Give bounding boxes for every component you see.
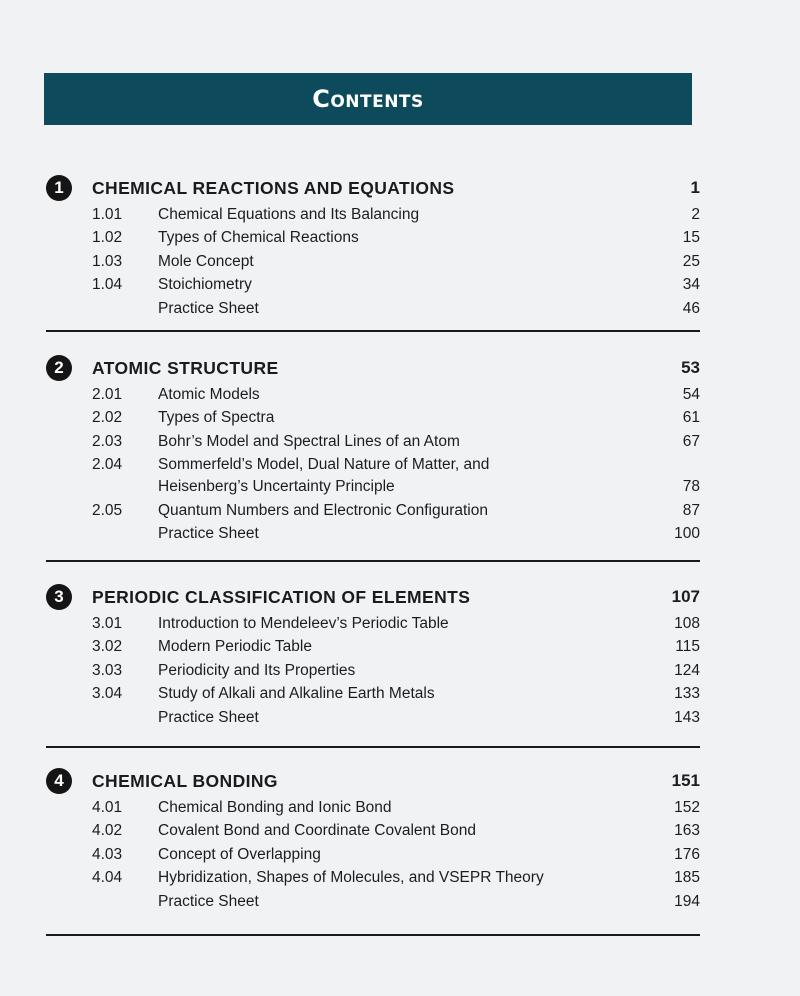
toc-entry[interactable]: [46, 454, 700, 498]
section-page: 115: [675, 638, 700, 655]
toc-entry[interactable]: [46, 844, 700, 866]
chapter-3: [46, 583, 700, 729]
section-title: Sommerfeld’s Model, Dual Nature of Matter, and Heisenberg’s Uncertainty Principle: [158, 456, 490, 495]
section-page: 124: [674, 661, 700, 679]
section-title: Bohr’s Model and Spectral Lines of an Atom: [158, 432, 460, 450]
chapter-page: 107: [671, 587, 700, 606]
toc-entry[interactable]: [46, 384, 700, 406]
section-page: 2: [691, 205, 700, 223]
section-title: Practice Sheet: [158, 708, 259, 726]
section-number: 1.03: [92, 252, 123, 270]
chapter-page: 53: [681, 358, 700, 377]
section-title: Modern Periodic Table: [158, 638, 312, 655]
section-title: Concept of Overlapping: [158, 845, 321, 863]
section-title: Stoichiometry: [158, 276, 252, 293]
toc-entry[interactable]: [46, 683, 700, 705]
chapter-page: 151: [671, 771, 700, 790]
section-number: 3.01: [92, 614, 123, 632]
toc-entry[interactable]: [46, 867, 700, 889]
section-title: Quantum Numbers and Electronic Configuration: [158, 501, 488, 519]
chapter-title: CHEMICAL BONDING: [92, 770, 278, 791]
section-title: Types of Chemical Reactions: [158, 229, 359, 246]
section-page: 34: [682, 276, 700, 293]
chapter-number-badge: 3: [46, 584, 72, 610]
section-number: 4.04: [92, 869, 123, 886]
chapter-title: CHEMICAL REACTIONS AND EQUATIONS: [92, 177, 455, 198]
section-title: Practice Sheet: [158, 892, 259, 910]
section-title: Chemical Bonding and Ionic Bond: [158, 798, 392, 816]
chapter-1: [46, 174, 700, 320]
toc-entry-practice-sheet[interactable]: [46, 707, 700, 729]
chapter-number-badge: 2: [46, 355, 72, 381]
section-page: 108: [674, 614, 700, 632]
chapter-number-badge: 4: [46, 768, 72, 794]
toc-entry[interactable]: [46, 500, 700, 522]
toc-entry[interactable]: [46, 407, 700, 429]
chapter-4: [46, 767, 700, 913]
section-number: 4.03: [92, 845, 123, 863]
section-title: Atomic Models: [158, 385, 260, 403]
toc-entry[interactable]: [46, 660, 700, 682]
chapter-2: [46, 354, 700, 545]
section-title: Practice Sheet: [158, 299, 259, 317]
section-title: Chemical Equations and Its Balancing: [158, 205, 420, 223]
divider: [46, 330, 700, 332]
toc-entry[interactable]: [46, 820, 700, 842]
section-number: 2.05: [92, 501, 123, 519]
page-title: Contents: [312, 85, 424, 113]
section-page: 78: [682, 478, 700, 495]
section-number: 2.02: [92, 409, 123, 426]
divider: [46, 560, 700, 562]
chapter-heading[interactable]: [46, 583, 700, 611]
toc-entry[interactable]: [46, 274, 700, 296]
toc-entry-practice-sheet[interactable]: [46, 523, 700, 545]
section-page: 87: [682, 501, 700, 519]
section-title: Introduction to Mendeleev’s Periodic Table: [158, 614, 449, 632]
chapter-title: ATOMIC STRUCTURE: [92, 357, 279, 378]
section-number: 3.02: [92, 638, 123, 655]
toc-entry[interactable]: [46, 204, 700, 226]
section-page: 46: [682, 299, 700, 317]
section-page: 25: [682, 252, 700, 270]
section-title: Hybridization, Shapes of Molecules, and VSEPR Theory: [158, 869, 544, 886]
chapter-number-badge: 1: [46, 175, 72, 201]
chapter-heading[interactable]: [46, 174, 700, 202]
section-number: 1.01: [92, 205, 123, 223]
section-page: 163: [674, 822, 700, 839]
chapter-page: 1: [690, 178, 700, 197]
chapter-heading[interactable]: [46, 767, 700, 795]
section-page: 15: [682, 229, 700, 246]
section-title: Periodicity and Its Properties: [158, 661, 356, 679]
section-page: 152: [674, 798, 700, 816]
section-number: 4.02: [92, 822, 123, 839]
chapter-title: PERIODIC CLASSIFICATION OF ELEMENTS: [92, 586, 471, 607]
section-page: 61: [682, 409, 700, 426]
section-number: 1.04: [92, 276, 123, 293]
toc-entry[interactable]: [46, 227, 700, 249]
section-number: 3.03: [92, 661, 123, 679]
section-number: 2.04: [92, 456, 123, 473]
toc-entry[interactable]: [46, 797, 700, 819]
toc-entry[interactable]: [46, 431, 700, 453]
section-page: 194: [674, 892, 700, 910]
toc-entry[interactable]: [46, 251, 700, 273]
section-page: 67: [682, 432, 700, 450]
toc-entry-practice-sheet[interactable]: [46, 298, 700, 320]
divider: [46, 746, 700, 748]
divider: [46, 934, 700, 936]
section-number: 1.02: [92, 229, 123, 246]
section-title: Mole Concept: [158, 252, 254, 270]
section-number: 2.03: [92, 432, 123, 450]
section-number: 4.01: [92, 798, 123, 816]
toc-entry-practice-sheet[interactable]: [46, 891, 700, 913]
section-title: Covalent Bond and Coordinate Covalent Bond: [158, 822, 476, 839]
section-page: 54: [682, 385, 700, 403]
section-page: 133: [674, 685, 700, 702]
toc-entry[interactable]: [46, 636, 700, 658]
section-page: 185: [674, 869, 700, 886]
section-number: 3.04: [92, 685, 123, 702]
section-page: 143: [674, 708, 700, 726]
section-title: Types of Spectra: [158, 409, 275, 426]
toc-entry[interactable]: [46, 613, 700, 635]
section-page: 176: [674, 845, 700, 863]
chapter-heading[interactable]: [46, 354, 700, 382]
section-title: Study of Alkali and Alkaline Earth Metals: [158, 685, 435, 702]
section-page: 100: [674, 525, 700, 542]
section-number: 2.01: [92, 385, 123, 403]
section-title: Practice Sheet: [158, 525, 259, 542]
contents-header-bar: [44, 73, 692, 125]
